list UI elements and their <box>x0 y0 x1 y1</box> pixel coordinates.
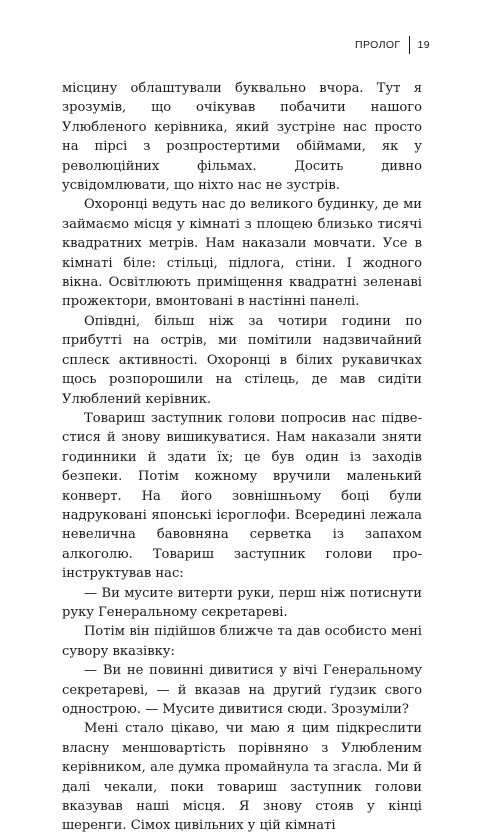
paragraph-6: Потім він підійшов ближче та дав особисто мені сувору вказівку: <box>62 624 422 659</box>
paragraph-5: — Ви мусите витерти руки, перш ніж потиснути руку Генеральному секретареві. <box>62 585 422 620</box>
paragraph-3: Опівдні, більш ніж за чотири години по прибутті на острів, ми помітили надзвичайний сплеск активності. Охоронці в білих рукавичках щось розпорошили на стілець, де мав сидіти Улюблений керівник. <box>62 313 422 407</box>
paragraph-7: — Ви не повинні дивитися у вічі Генеральному секретареві, — й вказав на другий ґудзик свого однострою. — Мусите дивитися сюди. Зрозуміли? <box>62 663 422 717</box>
page-number: 19 <box>417 39 430 51</box>
paragraph-4: Товариш заступник голови попросив нас підвестися й знову вишикуватися. Нам наказали зняти годинники й здати їх; це був один із заходів безпеки. Потім кожному вручили маленький конверт. На його зовнішньому боці були надруковані японські ієроглофи. Всередині лежала невелична бавовняна серветка із запахом алкоголю. Товариш заступник голови проінструктував нас: <box>62 410 422 582</box>
paragraph-2: Охоронці ведуть нас до великого будинку, де ми займаємо місця у кімнаті з площею близько тисячі квадратних метрів. Нам наказали мовчати. Усе в кімнаті біле: стільці, підлога, стіни. І жодного вікна. Освітлюють приміщення квадратні зеленаві прожектори, вмонтовані в настінні панелі. <box>62 197 422 310</box>
body-text <box>62 79 422 836</box>
paragraph-1: місцину облаштували буквально вчора. Тут я зрозумів, що очікував побачити нашого Улюбленого керівника, який зустріне нас просто на пірсі з розпростертими обіймами, як у революційних фільмах. Досить дивно усвідомлювати, що ніхто нас не зустрів. <box>62 81 422 194</box>
section-title: ПРОЛОГ <box>355 39 401 51</box>
running-header <box>355 36 430 54</box>
header-divider <box>409 36 410 54</box>
paragraph-8: Мені стало цікаво, чи маю я цим підкреслити власну меншовартість порівняно з Улюбленим керівником, але думка промайнула та згасла. Ми й далі чекали, поки товариш заступник голови вказував наші місця. Я знову стояв у кінці шеренги. Сімох цивільних у цій кімнаті <box>62 721 422 834</box>
